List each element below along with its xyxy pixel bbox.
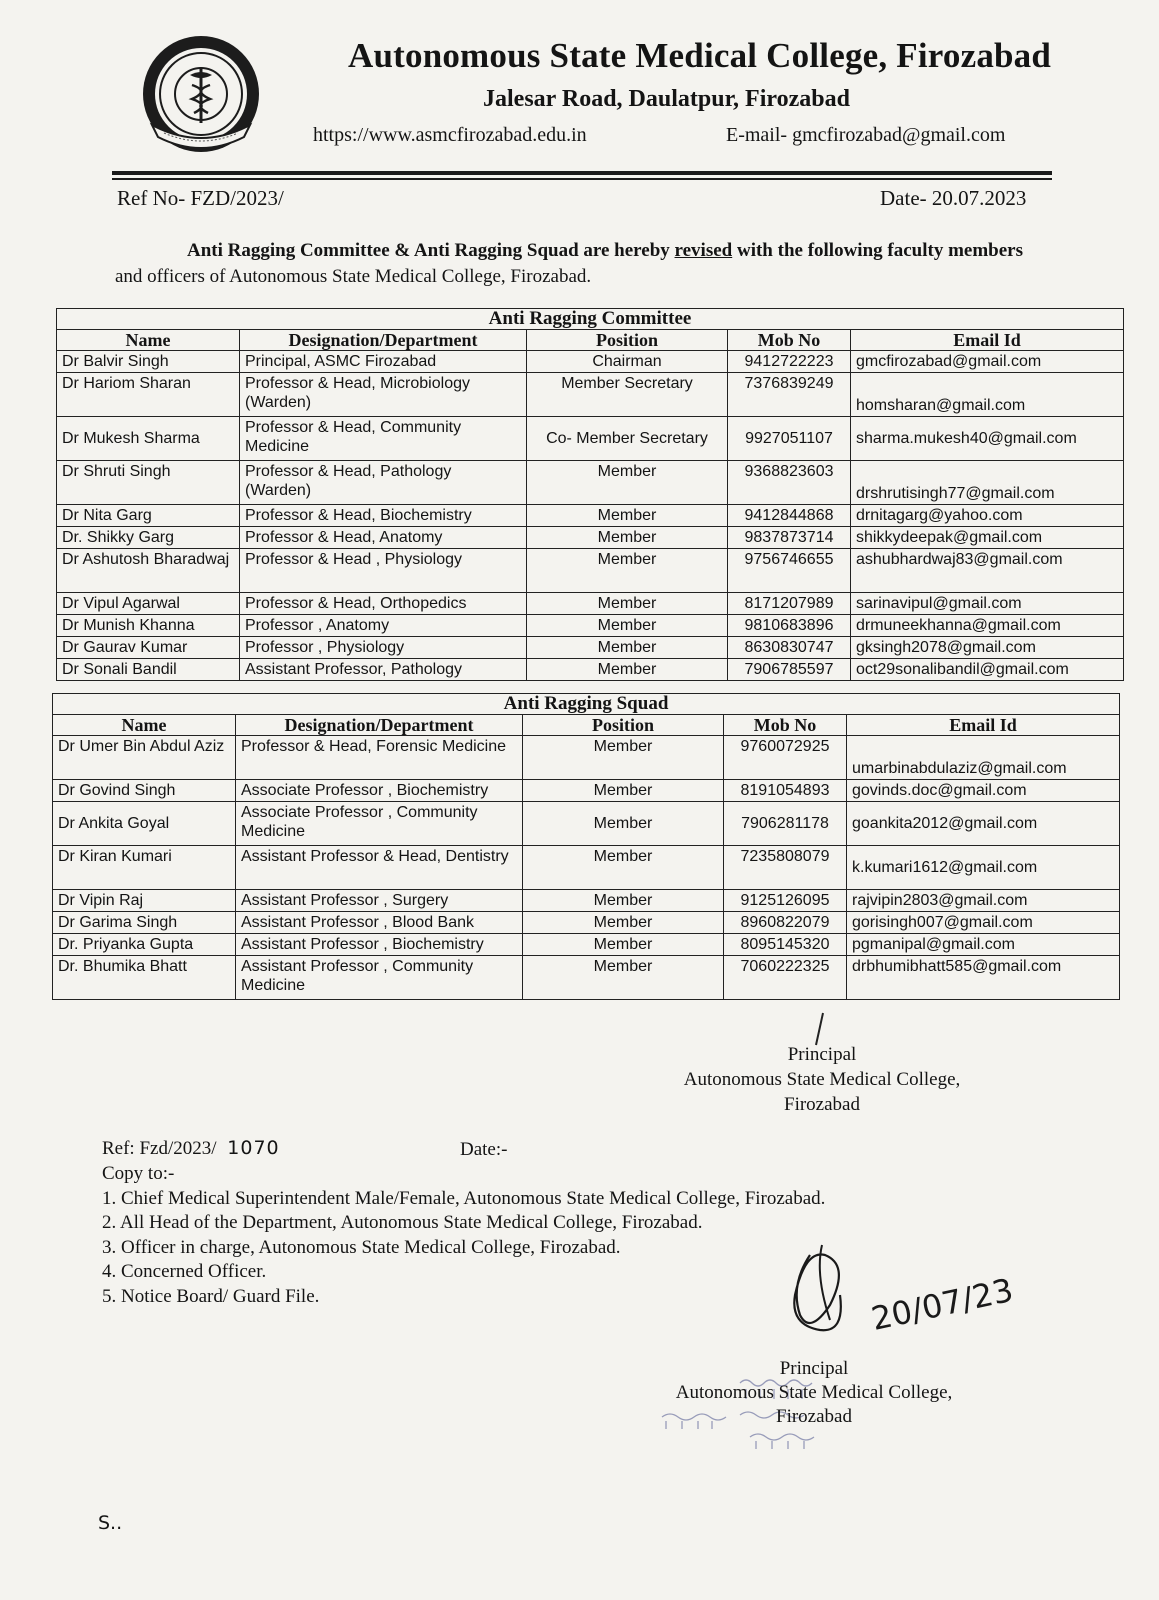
table-row <box>53 802 1120 846</box>
member-name: Dr Vipin Raj <box>53 890 236 912</box>
college-email: E-mail- gmcfirozabad@gmail.com <box>726 124 1006 146</box>
table-row <box>57 659 1124 681</box>
member-email: drshrutisingh77@gmail.com <box>851 461 1124 505</box>
table-row <box>53 934 1120 956</box>
list-item: 1. Chief Medical Superintendent Male/Female, Autonomous State Medical College, Firozabad. <box>102 1187 826 1209</box>
principal-signature-block-2 <box>664 1357 964 1429</box>
principal-title-2: Principal <box>779 1358 849 1379</box>
handwritten-ref-number: 1070 <box>227 1137 280 1159</box>
member-position: Member <box>523 780 724 802</box>
member-designation: Professor & Head, Forensic Medicine <box>236 736 523 780</box>
copy-date-label: Date:- <box>460 1139 508 1160</box>
member-position: Member <box>527 593 728 615</box>
member-position: Member <box>523 846 724 890</box>
member-designation: Assistant Professor , Surgery <box>236 890 523 912</box>
signature-date: 20/07/23 <box>867 1270 1017 1338</box>
member-mobile: 9125126095 <box>724 890 847 912</box>
table-row <box>57 373 1124 417</box>
handwritten-signature <box>770 1235 1030 1355</box>
member-mobile: 9760072925 <box>724 736 847 780</box>
member-name: Dr Balvir Singh <box>57 351 240 373</box>
squad-title: Anti Ragging Squad <box>53 694 1120 715</box>
member-designation: Assistant Professor & Head, Dentistry <box>236 846 523 890</box>
member-name: Dr. Priyanka Gupta <box>53 934 236 956</box>
member-name: Dr Ashutosh Bharadwaj <box>57 549 240 593</box>
principal-city-2: Firozabad <box>776 1406 852 1427</box>
copy-reference <box>102 1137 280 1160</box>
member-name: Dr Vipul Agarwal <box>57 593 240 615</box>
column-header: Designation/Department <box>240 330 527 351</box>
table-row <box>57 549 1124 593</box>
member-mobile: 9412722223 <box>728 351 851 373</box>
member-designation: Professor & Head, Biochemistry <box>240 505 527 527</box>
principal-city: Firozabad <box>784 1094 860 1115</box>
letter-date: Date- 20.07.2023 <box>880 186 1027 210</box>
list-item: 2. All Head of the Department, Autonomous State Medical College, Firozabad. <box>102 1212 703 1233</box>
member-mobile: 8630830747 <box>728 637 851 659</box>
column-header: Mob No <box>724 715 847 736</box>
member-designation: Associate Professor , Community Medicine <box>236 802 523 846</box>
committee-table-wrapper <box>56 308 1123 681</box>
principal-college-2: Autonomous State Medical College, <box>675 1382 953 1403</box>
member-email: homsharan@gmail.com <box>851 373 1124 417</box>
member-position: Member <box>527 637 728 659</box>
member-position: Chairman <box>527 351 728 373</box>
principal-college: Autonomous State Medical College, <box>683 1069 961 1090</box>
member-mobile: 7235808079 <box>724 846 847 890</box>
table-row <box>53 956 1120 1000</box>
column-header: Position <box>527 330 728 351</box>
member-designation: Professor & Head, Orthopedics <box>240 593 527 615</box>
table-row <box>57 615 1124 637</box>
copy-to-section <box>102 1162 825 1309</box>
principal-title: Principal <box>787 1044 857 1065</box>
member-designation: Professor , Physiology <box>240 637 527 659</box>
table-row <box>57 505 1124 527</box>
committee-table <box>56 308 1124 681</box>
table-row <box>57 527 1124 549</box>
member-position: Member <box>527 505 728 527</box>
member-position: Member <box>527 659 728 681</box>
member-position: Member <box>523 912 724 934</box>
member-designation: Professor & Head, Anatomy <box>240 527 527 549</box>
member-name: Dr. Bhumika Bhatt <box>53 956 236 1000</box>
member-email: ashubhardwaj83@gmail.com <box>851 549 1124 593</box>
member-mobile: 9810683896 <box>728 615 851 637</box>
member-designation: Assistant Professor, Pathology <box>240 659 527 681</box>
member-mobile: 9368823603 <box>728 461 851 505</box>
member-designation: Professor & Head, Microbiology (Warden) <box>240 373 527 417</box>
member-mobile: 9756746655 <box>728 549 851 593</box>
principal-signature-block <box>672 1042 972 1117</box>
member-mobile: 8095145320 <box>724 934 847 956</box>
member-mobile: 7060222325 <box>724 956 847 1000</box>
squad-table-wrapper <box>52 693 1119 1000</box>
member-position: Member <box>527 461 728 505</box>
copy-ref-label: Ref: Fzd/2023/ <box>102 1138 217 1159</box>
member-email: drbhumibhatt585@gmail.com <box>847 956 1120 1000</box>
member-designation: Assistant Professor , Community Medicine <box>236 956 523 1000</box>
table-row <box>57 461 1124 505</box>
college-website-link[interactable]: https://www.asmcfirozabad.edu.in <box>313 124 587 146</box>
table-row <box>53 890 1120 912</box>
squad-table <box>52 693 1120 1000</box>
member-designation: Professor & Head , Physiology <box>240 549 527 593</box>
member-position: Co- Member Secretary <box>527 417 728 461</box>
member-designation: Assistant Professor , Biochemistry <box>236 934 523 956</box>
header-divider-thick <box>112 171 1052 175</box>
column-header: Name <box>53 715 236 736</box>
member-name: Dr. Shikky Garg <box>57 527 240 549</box>
member-position: Member <box>527 527 728 549</box>
member-email: pgmanipal@gmail.com <box>847 934 1120 956</box>
member-name: Dr Kiran Kumari <box>53 846 236 890</box>
intro-paragraph <box>115 238 1050 290</box>
member-position: Member <box>527 615 728 637</box>
member-email: sharma.mukesh40@gmail.com <box>851 417 1124 461</box>
member-position: Member Secretary <box>527 373 728 417</box>
member-designation: Assistant Professor , Blood Bank <box>236 912 523 934</box>
member-email: govinds.doc@gmail.com <box>847 780 1120 802</box>
member-name: Dr Mukesh Sharma <box>57 417 240 461</box>
member-email: k.kumari1612@gmail.com <box>847 846 1120 890</box>
college-emblem-logo <box>140 33 262 155</box>
member-name: Dr Shruti Singh <box>57 461 240 505</box>
member-name: Dr Munish Khanna <box>57 615 240 637</box>
list-item: 5. Notice Board/ Guard File. <box>102 1285 320 1307</box>
member-email: drnitagarg@yahoo.com <box>851 505 1124 527</box>
member-position: Member <box>523 890 724 912</box>
member-name: Dr Umer Bin Abdul Aziz <box>53 736 236 780</box>
member-mobile: 8171207989 <box>728 593 851 615</box>
table-row <box>53 846 1120 890</box>
member-position: Member <box>523 956 724 1000</box>
member-email: gksingh2078@gmail.com <box>851 637 1124 659</box>
copy-to-list <box>102 1187 825 1310</box>
member-email: sarinavipul@gmail.com <box>851 593 1124 615</box>
column-header: Email Id <box>847 715 1120 736</box>
member-email: gmcfirozabad@gmail.com <box>851 351 1124 373</box>
reference-number: Ref No- FZD/2023/ <box>117 186 284 210</box>
intro-underlined-word: revised <box>674 240 733 261</box>
member-email: rajvipin2803@gmail.com <box>847 890 1120 912</box>
member-position: Member <box>523 736 724 780</box>
member-position: Member <box>527 549 728 593</box>
copy-to-label: Copy to:- <box>102 1163 175 1184</box>
table-row <box>53 780 1120 802</box>
member-mobile: 8960822079 <box>724 912 847 934</box>
table-row <box>57 593 1124 615</box>
member-name: Dr Gaurav Kumar <box>57 637 240 659</box>
list-item: 4. Concerned Officer. <box>102 1261 267 1282</box>
member-name: Dr Hariom Sharan <box>57 373 240 417</box>
member-mobile: 9412844868 <box>728 505 851 527</box>
member-position: Member <box>523 802 724 846</box>
list-item: 3. Officer in charge, Autonomous State Medical College, Firozabad. <box>102 1236 621 1258</box>
member-mobile: 8191054893 <box>724 780 847 802</box>
column-header: Designation/Department <box>236 715 523 736</box>
member-designation: Principal, ASMC Firozabad <box>240 351 527 373</box>
member-mobile: 7906281178 <box>724 802 847 846</box>
intro-line2: and officers of Autonomous State Medical College, Firozabad. <box>115 266 592 287</box>
member-mobile: 9927051107 <box>728 417 851 461</box>
intro-line1-rest: with the following faculty members <box>736 240 1023 261</box>
member-email: umarbinabdulaziz@gmail.com <box>847 736 1120 780</box>
bottom-initial-mark: S.. <box>98 1512 123 1534</box>
table-row <box>53 736 1120 780</box>
column-header: Position <box>523 715 724 736</box>
column-header: Name <box>57 330 240 351</box>
header-divider-thin <box>112 178 1052 180</box>
member-mobile: 7376839249 <box>728 373 851 417</box>
table-row <box>57 637 1124 659</box>
table-row <box>57 417 1124 461</box>
member-email: goankita2012@gmail.com <box>847 802 1120 846</box>
table-row <box>57 351 1124 373</box>
member-designation: Professor & Head, Pathology (Warden) <box>240 461 527 505</box>
member-email: oct29sonalibandil@gmail.com <box>851 659 1124 681</box>
member-name: Dr Sonali Bandil <box>57 659 240 681</box>
committee-title: Anti Ragging Committee <box>57 309 1124 330</box>
column-header: Email Id <box>851 330 1124 351</box>
member-name: Dr Ankita Goyal <box>53 802 236 846</box>
member-designation: Associate Professor , Biochemistry <box>236 780 523 802</box>
member-email: drmuneekhanna@gmail.com <box>851 615 1124 637</box>
member-designation: Professor , Anatomy <box>240 615 527 637</box>
member-mobile: 9837873714 <box>728 527 851 549</box>
member-name: Dr Govind Singh <box>53 780 236 802</box>
member-email: gorisingh007@gmail.com <box>847 912 1120 934</box>
member-email: shikkydeepak@gmail.com <box>851 527 1124 549</box>
intro-bold-text: Anti Ragging Committee & Anti Ragging Squad are hereby <box>187 240 670 261</box>
college-name: Autonomous State Medical College, Firozabad <box>348 36 1052 75</box>
member-mobile: 7906785597 <box>728 659 851 681</box>
member-name: Dr Nita Garg <box>57 505 240 527</box>
member-position: Member <box>523 934 724 956</box>
member-designation: Professor & Head, Community Medicine <box>240 417 527 461</box>
column-header: Mob No <box>728 330 851 351</box>
college-address: Jalesar Road, Daulatpur, Firozabad <box>483 86 850 112</box>
member-name: Dr Garima Singh <box>53 912 236 934</box>
table-row <box>53 912 1120 934</box>
